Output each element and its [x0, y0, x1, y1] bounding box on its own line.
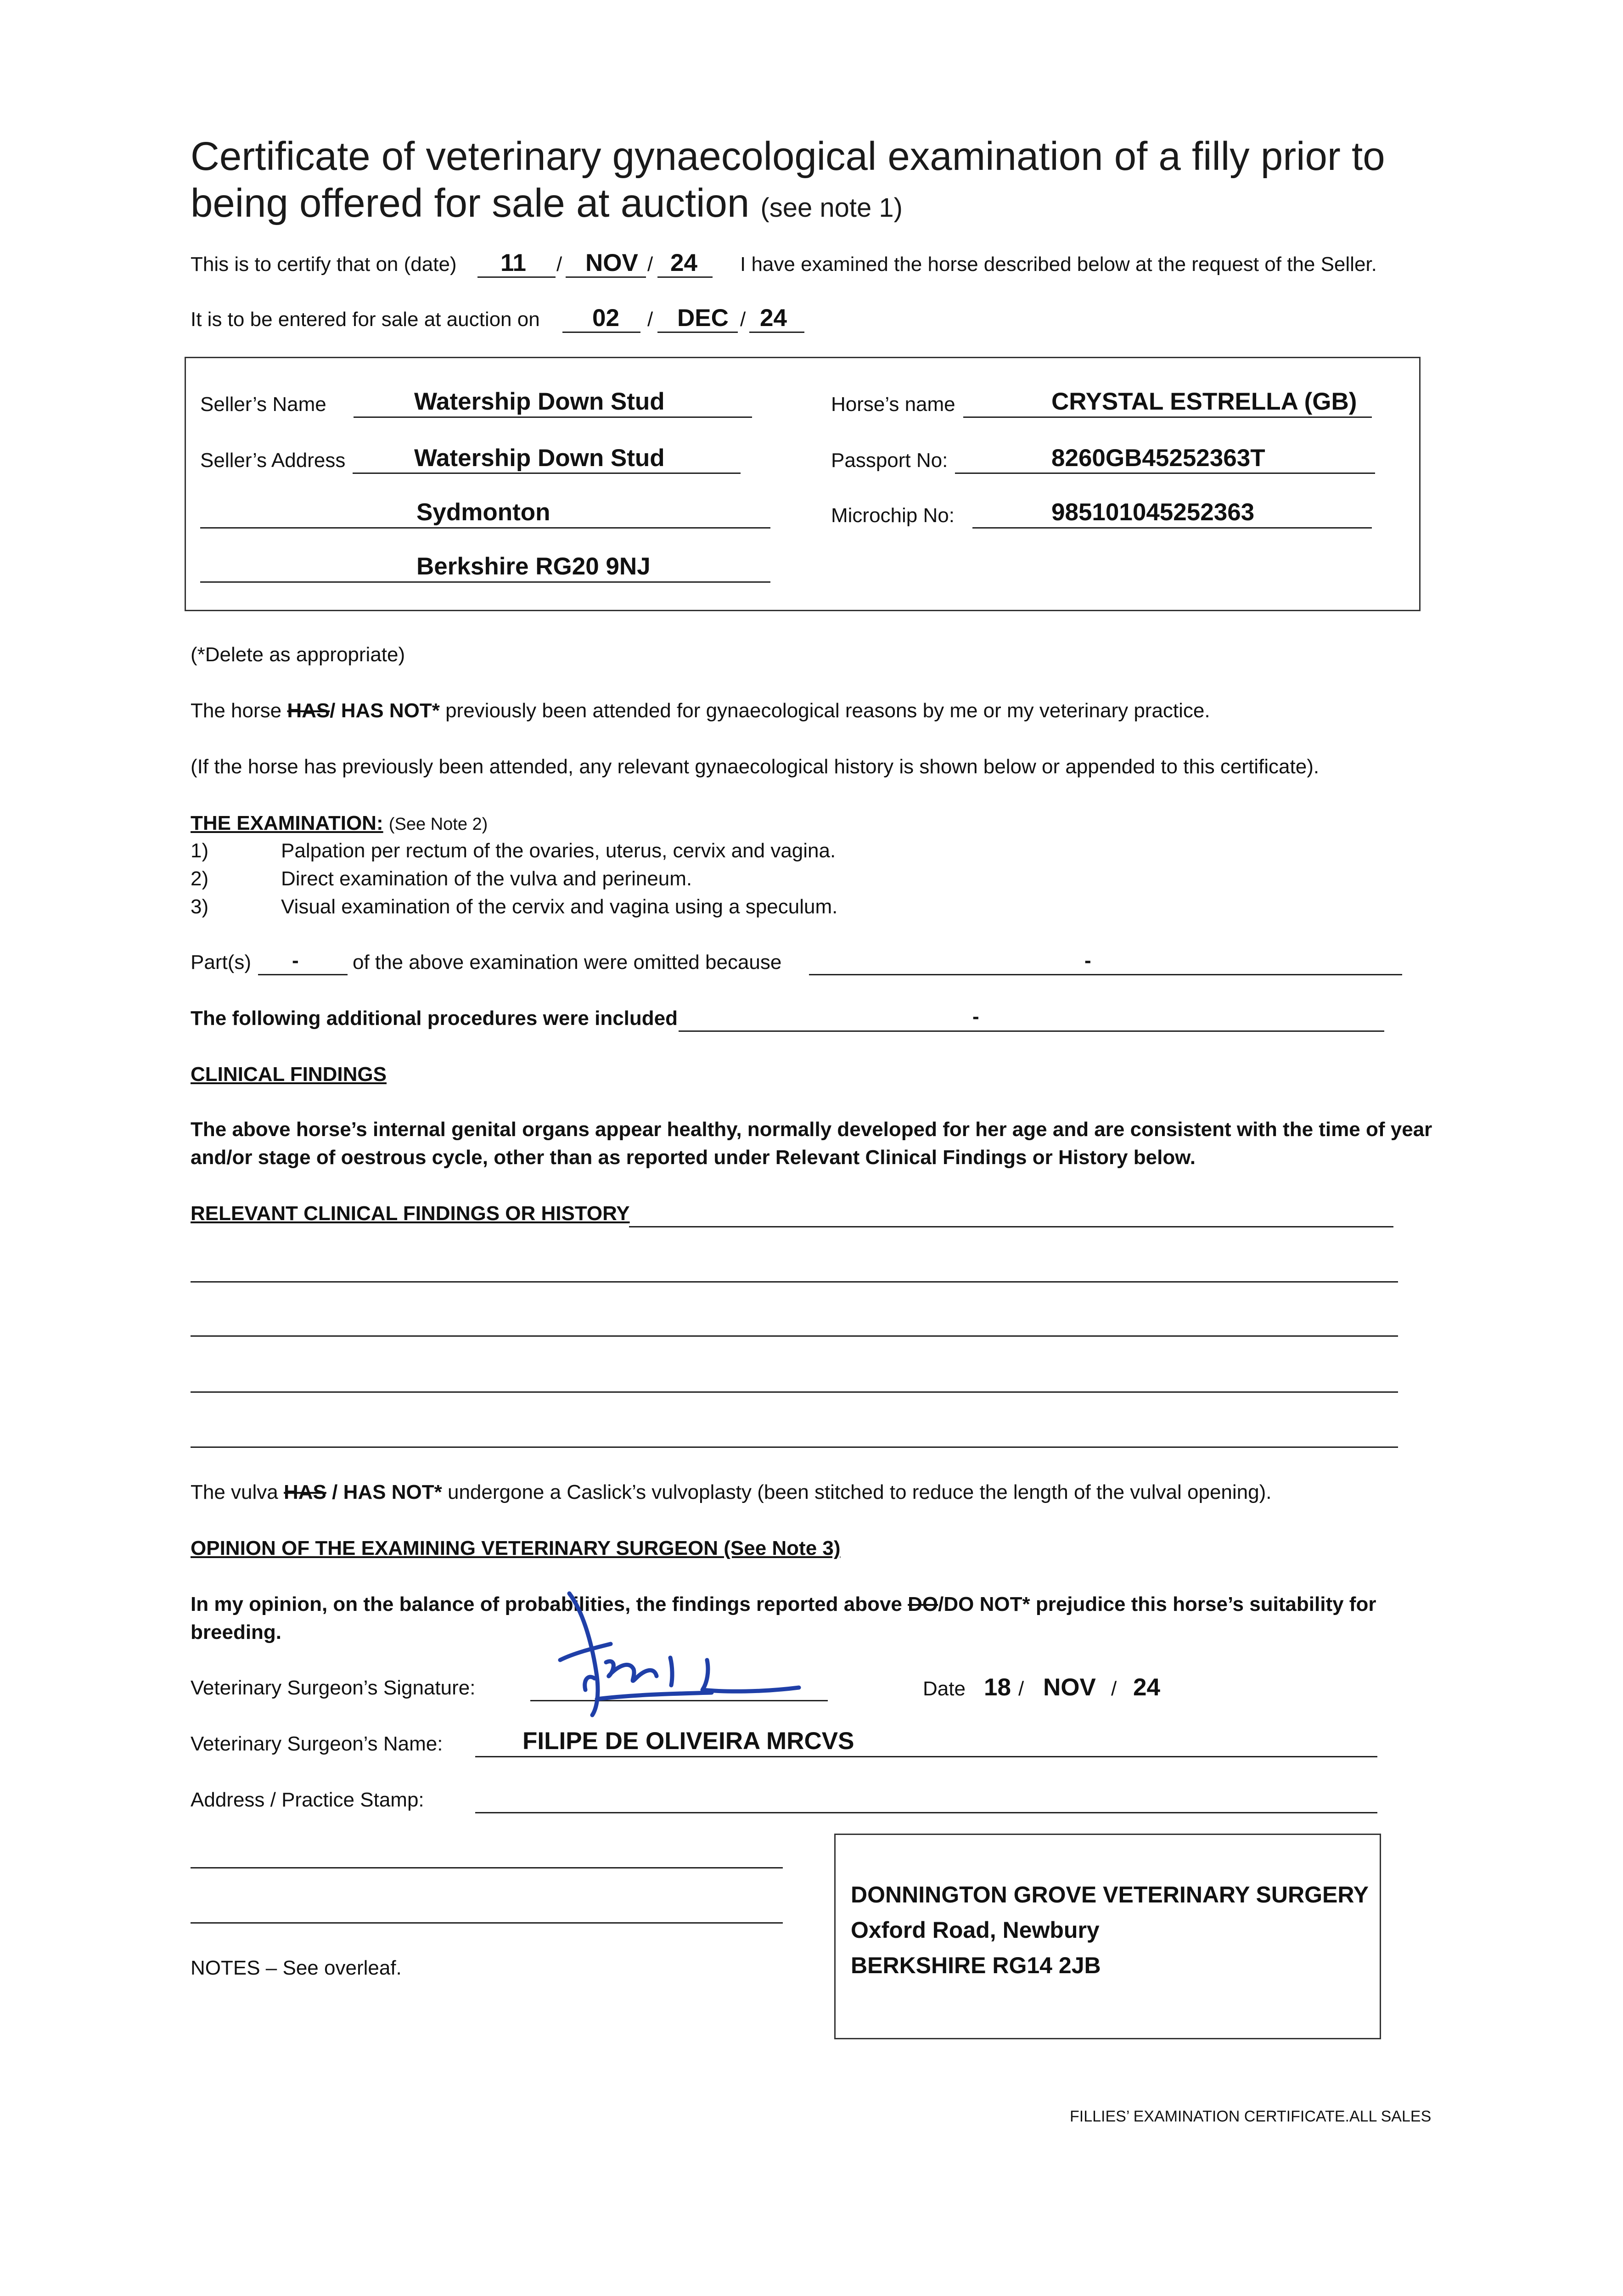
clinical-heading: CLINICAL FINDINGS [191, 1063, 387, 1086]
exam-item-1-num: 1) [191, 839, 209, 862]
address-stamp-label: Address / Practice Stamp: [191, 1789, 424, 1811]
exam-item-2-text: Direct examination of the vulva and perineum. [281, 867, 692, 890]
opinion-line-2: breeding. [191, 1621, 282, 1643]
seller-address-label: Seller’s Address [200, 449, 346, 472]
findings-line [629, 1226, 1393, 1227]
delete-note: (*Delete as appropriate) [191, 643, 405, 666]
omitted-parts: - [292, 949, 299, 972]
vulva-line: The vulva HAS / HAS NOT* undergone a Caslick’s vulvoplasty (been stitched to reduce the length of the vulval opening). [191, 1481, 1272, 1503]
exam-item-3-text: Visual examination of the cervix and vagina using a speculum. [281, 895, 838, 918]
exam-item-3-num: 3) [191, 895, 209, 918]
certify-day: 11 [500, 249, 527, 276]
title-note: (see note 1) [760, 193, 903, 223]
attended-has-not: HAS NOT* [341, 699, 440, 722]
auction-day: 02 [592, 304, 619, 332]
opinion-heading: OPINION OF THE EXAMINING VETERINARY SURGEON (See Note 3) [191, 1537, 841, 1559]
auction-year: 24 [760, 304, 787, 332]
vulva-has-not: HAS NOT* [343, 1481, 442, 1503]
title-line-2: being offered for sale at auction [191, 181, 750, 225]
notes-text: NOTES – See overleaf. [191, 1957, 402, 1979]
stamp-line-3: BERKSHIRE RG14 2JB [851, 1953, 1101, 1978]
opinion-line-1: In my opinion, on the balance of probabilities, the findings reported above DO/DO NOT* prejudice this horse’s suitability for [191, 1593, 1376, 1615]
findings-line [191, 1391, 1398, 1393]
additional-label: The following additional procedures were included [191, 1007, 678, 1030]
omitted-reason: - [1084, 949, 1091, 972]
horse-name-label: Horse’s name [831, 393, 955, 416]
address-line [191, 1867, 783, 1868]
clinical-statement-2: and/or stage of oestrous cycle, other than as reported under Relevant Clinical Findings or History below. [191, 1146, 1196, 1169]
examination-heading: THE EXAMINATION: [191, 812, 383, 834]
stamp-line-1: DONNINGTON GROVE VETERINARY SURGERY [851, 1882, 1369, 1908]
page-title-line-2 [191, 180, 903, 231]
exam-item-2-num: 2) [191, 867, 209, 890]
certify-prefix: This is to certify that on (date) [191, 253, 457, 276]
relevant-findings-heading: RELEVANT CLINICAL FINDINGS OR HISTORY [191, 1202, 630, 1225]
auction-prefix: It is to be entered for sale at auction on [191, 308, 540, 331]
exam-item-1-text: Palpation per rectum of the ovaries, uterus, cervix and vagina. [281, 839, 836, 862]
seller-address-line-1: Watership Down Stud [414, 445, 665, 472]
microchip-label: Microchip No: [831, 504, 955, 527]
attended-has-struck: HAS [287, 699, 330, 722]
clinical-statement-1: The above horse’s internal genital organs appear healthy, normally developed for her age and are consistent with the time of year [191, 1118, 1432, 1141]
signature-label: Veterinary Surgeon’s Signature: [191, 1677, 476, 1699]
omitted-prefix: Part(s) [191, 951, 251, 974]
surgeon-name-label: Veterinary Surgeon’s Name: [191, 1733, 443, 1755]
certify-month: NOV [585, 249, 638, 276]
additional-value: - [972, 1005, 979, 1028]
date-label: Date [923, 1677, 966, 1700]
examination-heading-row [191, 810, 488, 837]
omitted-middle: of the above examination were omitted because [353, 951, 782, 974]
page-title [191, 133, 1385, 180]
passport-label: Passport No: [831, 449, 948, 472]
microchip-number: 985101045252363 [1051, 499, 1255, 526]
certify-year: 24 [670, 249, 697, 276]
signature-year: 24 [1133, 1674, 1160, 1701]
signature-month: NOV [1043, 1674, 1096, 1701]
vulva-has-struck: HAS [284, 1481, 326, 1503]
address-line [191, 1922, 783, 1924]
findings-line [191, 1446, 1398, 1448]
horse-name: CRYSTAL ESTRELLA (GB) [1051, 388, 1357, 415]
signature-day: 18 [984, 1674, 1011, 1701]
signature-scribble [542, 1580, 836, 1727]
seller-name: Watership Down Stud [414, 388, 665, 415]
surgeon-name: FILIPE DE OLIVEIRA MRCVS [522, 1728, 854, 1755]
auction-month: DEC [677, 304, 729, 332]
footer-text: FILLIES’ EXAMINATION CERTIFICATE.ALL SALES [1070, 2108, 1432, 2125]
stamp-line-2: Oxford Road, Newbury [851, 1917, 1100, 1943]
title-line-1: Certificate of veterinary gynaecological examination of a filly prior to [191, 134, 1385, 179]
seller-address-line-3: Berkshire RG20 9NJ [416, 553, 651, 580]
examination-note: (See Note 2) [388, 815, 488, 834]
findings-line [191, 1281, 1398, 1283]
history-note: (If the horse has previously been attended, any relevant gynaecological history is shown below or appended to this certificate). [191, 755, 1320, 778]
findings-line [191, 1335, 1398, 1337]
certify-suffix: I have examined the horse described below at the request of the Seller. [740, 253, 1377, 276]
attended-line: The horse HAS/ HAS NOT* previously been attended for gynaecological reasons by me or my veterinary practice. [191, 699, 1210, 722]
seller-name-label: Seller’s Name [200, 393, 326, 416]
seller-address-line-2: Sydmonton [416, 499, 550, 526]
passport-number: 8260GB45252363T [1051, 445, 1265, 472]
opinion-do-struck: DO [908, 1593, 938, 1615]
